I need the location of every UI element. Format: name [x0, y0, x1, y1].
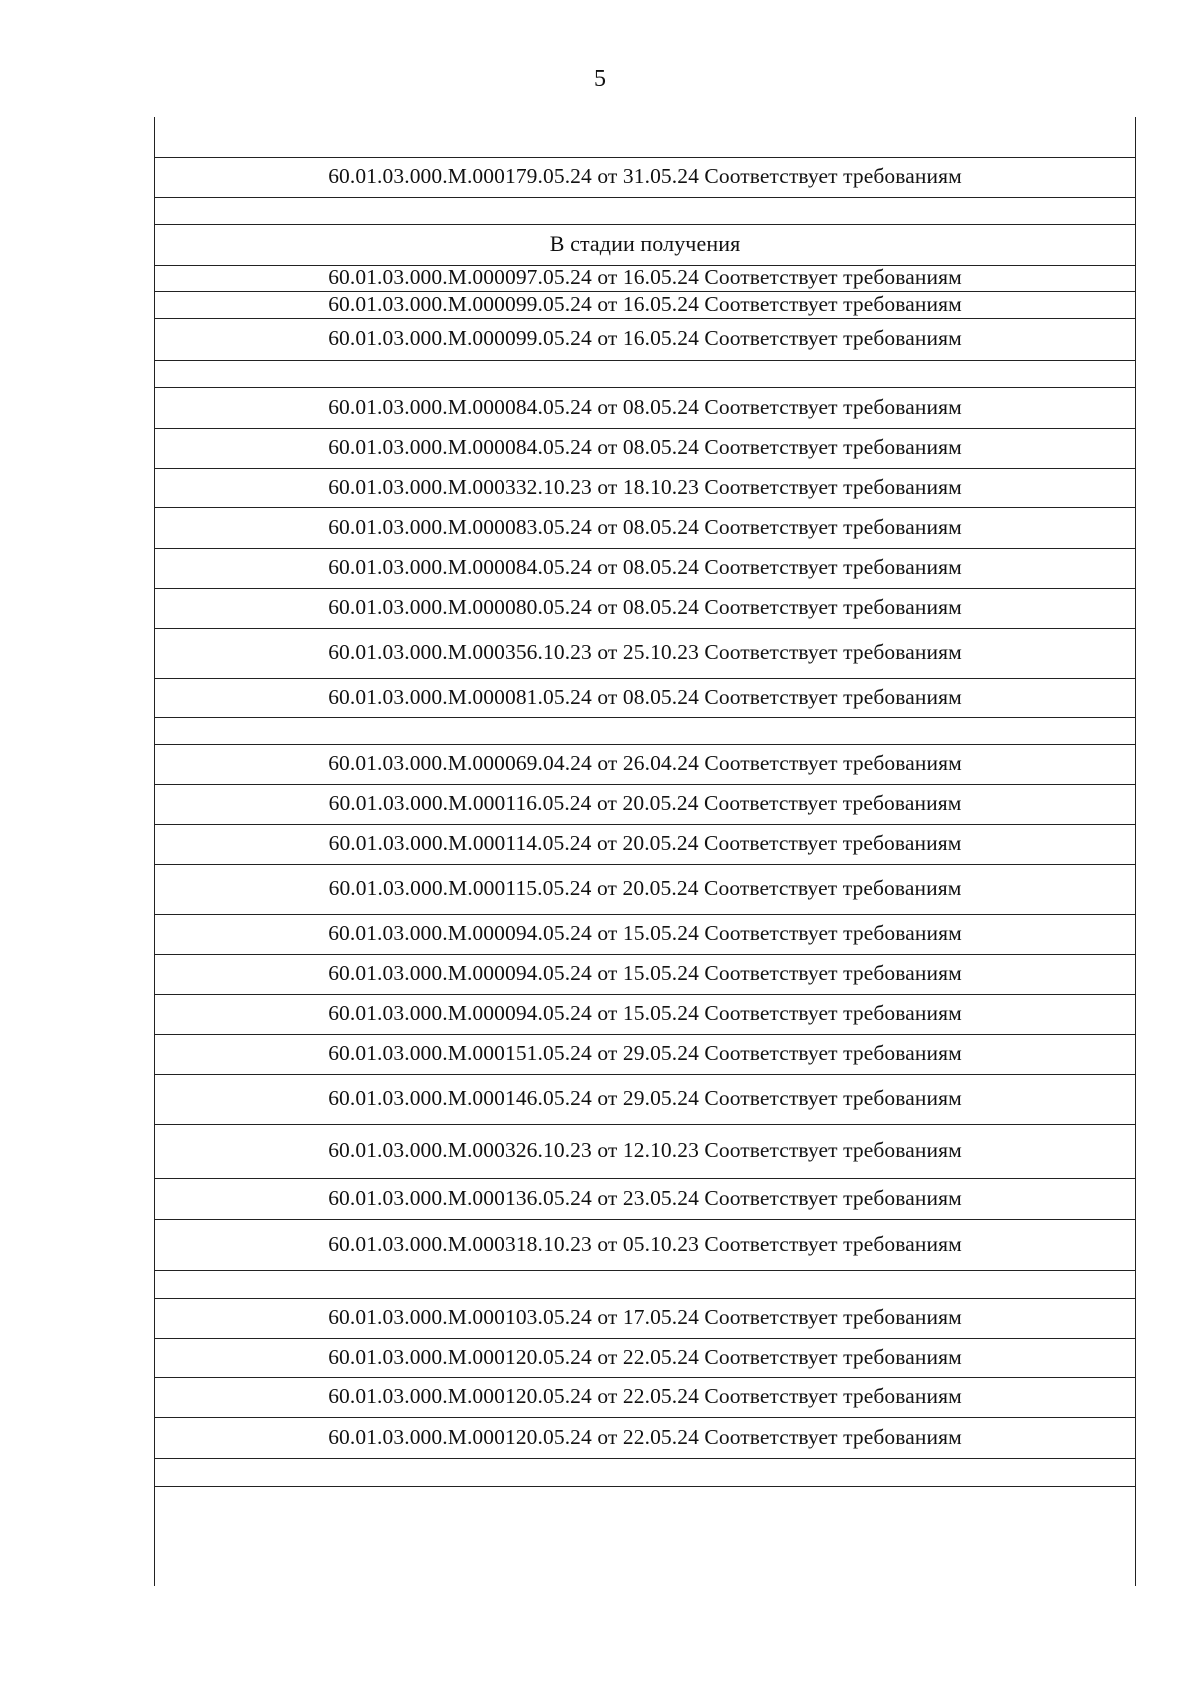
row-divider: [155, 157, 1135, 158]
row-divider: [155, 1338, 1135, 1339]
certificate-row: 60.01.03.000.М.000116.05.24 от 20.05.24 Соответствует требованиям: [328, 791, 962, 815]
row-divider: [155, 1298, 1135, 1299]
row-divider: [155, 994, 1135, 995]
row-divider: [155, 717, 1135, 718]
certificate-row: 60.01.03.000.М.000120.05.24 от 22.05.24 Соответствует требованиям: [328, 1384, 962, 1408]
row-divider: [155, 1124, 1135, 1125]
certificate-row: 60.01.03.000.М.000120.05.24 от 22.05.24 Соответствует требованиям: [328, 1344, 962, 1369]
certificate-row: 60.01.03.000.М.000103.05.24 от 17.05.24 Соответствует требованиям: [328, 1305, 962, 1329]
certificate-row: 60.01.03.000.М.000094.05.24 от 15.05.24 Соответствует требованиям: [328, 961, 962, 985]
certificate-row: 60.01.03.000.М.000179.05.24 от 31.05.24 Соответствует требованиям: [328, 164, 962, 188]
row-divider: [155, 1074, 1135, 1075]
row-divider: [155, 744, 1135, 745]
row-divider: [155, 360, 1135, 361]
row-divider: [155, 197, 1135, 198]
certificate-row: 60.01.03.000.М.000094.05.24 от 15.05.24 Соответствует требованиям: [328, 921, 962, 945]
row-divider: [155, 1270, 1135, 1271]
certificate-row: 60.01.03.000.М.000356.10.23 от 25.10.23 Соответствует требованиям: [328, 640, 962, 664]
certificate-row: 60.01.03.000.М.000099.05.24 от 16.05.24 Соответствует требованиям: [328, 291, 962, 316]
page-number: 5: [594, 66, 606, 92]
certificate-row: 60.01.03.000.М.000081.05.24 от 08.05.24 Соответствует требованиям: [328, 684, 962, 709]
row-divider: [155, 1458, 1135, 1459]
row-divider: [155, 954, 1135, 955]
row-divider: [155, 628, 1135, 629]
section-heading: В стадии получения: [549, 230, 741, 256]
row-divider: [155, 784, 1135, 785]
row-divider: [155, 318, 1135, 319]
certificate-row: 60.01.03.000.М.000326.10.23 от 12.10.23 Соответствует требованиям: [328, 1138, 962, 1162]
certificate-row: 60.01.03.000.М.000115.05.24 от 20.05.24 Соответствует требованиям: [328, 876, 962, 900]
row-divider: [155, 678, 1135, 679]
row-divider: [155, 224, 1135, 225]
certificate-row: 60.01.03.000.М.000318.10.23 от 05.10.23 Соответствует требованиям: [328, 1231, 962, 1256]
row-divider: [155, 914, 1135, 915]
certificate-row: 60.01.03.000.М.000146.05.24 от 29.05.24 Соответствует требованиям: [328, 1086, 962, 1110]
certificate-row: 60.01.03.000.М.000080.05.24 от 08.05.24 Соответствует требованиям: [328, 595, 962, 619]
certificate-row: 60.01.03.000.М.000151.05.24 от 29.05.24 Соответствует требованиям: [328, 1041, 962, 1065]
row-divider: [155, 864, 1135, 865]
certificate-row: 60.01.03.000.М.000120.05.24 от 22.05.24 Соответствует требованиям: [328, 1424, 962, 1449]
certificate-row: 60.01.03.000.М.000084.05.24 от 08.05.24 Соответствует требованиям: [328, 394, 962, 419]
row-divider: [155, 1486, 1135, 1487]
certificate-row: 60.01.03.000.М.000083.05.24 от 08.05.24 Соответствует требованиям: [328, 514, 962, 539]
certificate-row: 60.01.03.000.М.000097.05.24 от 16.05.24 Соответствует требованиям: [328, 265, 962, 289]
certificate-row: 60.01.03.000.М.000084.05.24 от 08.05.24 Соответствует требованиям: [328, 555, 962, 579]
row-divider: [155, 548, 1135, 549]
certificate-row: 60.01.03.000.М.000136.05.24 от 23.05.24 Соответствует требованиям: [328, 1185, 962, 1210]
certificate-row: 60.01.03.000.М.000069.04.24 от 26.04.24 Соответствует требованиям: [328, 751, 962, 775]
row-divider: [155, 1219, 1135, 1220]
certificate-row: 60.01.03.000.М.000114.05.24 от 20.05.24 Соответствует требованиям: [328, 831, 962, 855]
row-divider: [155, 588, 1135, 589]
certificate-table: [154, 117, 1136, 1586]
row-divider: [155, 824, 1135, 825]
row-divider: [155, 507, 1135, 508]
row-divider: [155, 1377, 1135, 1378]
certificate-row: 60.01.03.000.М.000099.05.24 от 16.05.24 Соответствует требованиям: [328, 326, 962, 350]
certificate-row: 60.01.03.000.М.000332.10.23 от 18.10.23 Соответствует требованиям: [328, 474, 962, 499]
row-divider: [155, 1417, 1135, 1418]
row-divider: [155, 1034, 1135, 1035]
certificate-row: 60.01.03.000.М.000094.05.24 от 15.05.24 Соответствует требованиям: [328, 1001, 962, 1025]
row-divider: [155, 468, 1135, 469]
row-divider: [155, 387, 1135, 388]
row-divider: [155, 1178, 1135, 1179]
certificate-row: 60.01.03.000.М.000084.05.24 от 08.05.24 Соответствует требованиям: [328, 435, 962, 459]
row-divider: [155, 428, 1135, 429]
